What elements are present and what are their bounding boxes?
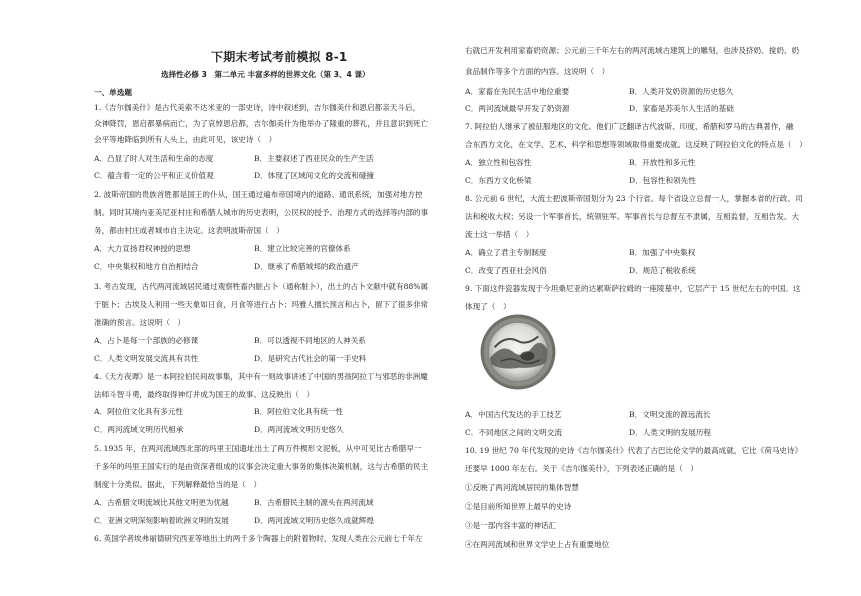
option-a: A．占卜是每一个部族的必修课 — [94, 336, 199, 345]
question-text: 2. 波斯帝国的贵族首胜都是国王的仆从，国王通过遍布帝国境内的道路、通讯系统，加强对地方控 — [94, 190, 423, 199]
option-b: B．古希腊民主制的源头在两河流域 — [254, 498, 374, 507]
question-text: 会平等地降临到所有人头上，由此可见，该史诗（ ） — [94, 135, 277, 144]
option-d: D．包容性和领先性 — [629, 176, 696, 185]
option-d: D．规范了税收系统 — [629, 266, 696, 275]
question-text: 4.《天方夜谭》是一本阿拉伯民间故事集，其中有一则故事讲述了中国的男孩阿拉丁与邪恶的非洲魔 — [94, 372, 428, 381]
question-text: 法师斗智斗勇，最终取得神灯并成为国王的故事。这反映出（ ） — [94, 390, 315, 399]
question-text: 6. 英国学者埃弗丽德研究西亚等地出土的两千多个陶器上的附着物时，发现人类在公元前七千年左 — [94, 534, 423, 543]
question-text: 制度十分类似。据此，下列解释最恰当的是（ ） — [94, 480, 262, 489]
page-title: 下期末考试考前模拟 8-1 — [211, 50, 348, 64]
question-text: 3. 考古发现，古代两河流域居民通过观察牲畜内脏占卜（通称脏卜），出土的占卜文献中就有88%属 — [94, 282, 429, 291]
question-text: 众神降罚，恩启都暴病而亡，为了哀悼恩启都，吉尔伽美什为他举办了隆重的葬礼，并且意识到死亡 — [94, 119, 429, 128]
option-a: A．凸显了时人对生活和生命的态度 — [94, 154, 214, 163]
option-c: C．亚洲文明深刻影响着欧洲文明的发展 — [94, 516, 229, 525]
option-b: B．加强了中央集权 — [629, 248, 696, 257]
question-text: 法和税收大权；另设一个军事首长，统领驻军。军事首长与总督互不隶属，互相监督，互相告发。大 — [465, 212, 800, 221]
question-text: 合东西方文化，在文学、艺术、科学和思想等领域取得重要成就。这反映了阿拉伯文化的特点是（ ） — [465, 140, 807, 149]
question-text: 8. 公元前 6 世纪，大流士把波斯帝国划分为 23 个行省。每个省设立总督一人，掌握本省的行政、司 — [465, 194, 803, 203]
question-text: 还要早 1000 年左右。关于《吉尔伽美什》，下列表述正确的是（ ） — [465, 464, 698, 473]
question-text: 1.《吉尔伽美什》是古代美索不达米亚的一部史诗，诗中叙述到，吉尔伽美什和恩启都亲天斗后， — [94, 103, 421, 112]
question-text: 9. 下面这件瓷器发现于今坦桑尼亚的达累斯萨拉姆的一座陵墓中，它层产于 15 世纪左右的中国。这 — [465, 284, 801, 293]
option-b: B．人类开发奶资源的历史悠久 — [629, 87, 734, 96]
option-b: B．建立比较完善的官僚体系 — [254, 244, 351, 253]
question-text: 于脏卜；古埃及人利用一些天象如日食，月食等进行占卜；玛雅人擅长预言和占卜，留下了很多非常 — [94, 300, 429, 309]
option-d: D．家畜是苏美尔人生活的基础 — [629, 104, 734, 113]
question-text: 右就已开发利用家畜奶资源；公元前三千年左右的两河流域古建筑上的雕刻，也涉及挤奶、搅奶、奶 — [465, 46, 800, 55]
option-c: C．人类文明发展交流具有共性 — [94, 354, 199, 363]
option-d: D．继承了希腊城邦的政治遗产 — [254, 262, 359, 271]
option-c: C．蕴含着一定的公平和正义价值观 — [94, 171, 214, 180]
option-d: D．体现了区域间文化的交流和碰撞 — [254, 171, 374, 180]
question-text: 准确的预言。这说明（ ） — [94, 318, 186, 327]
option-d: D．两河流域文明历史悠久 — [254, 425, 344, 434]
section-heading: 一、单选题 — [94, 88, 132, 97]
question-text: 务，都由村庄或者城市自主决定。这表明波斯帝国（ ） — [94, 226, 284, 235]
option-d: D．人类文明的发展历程 — [629, 428, 712, 437]
option-c: C．不同地区之间的文明交流 — [465, 428, 562, 437]
statement-3: ③是一部内容丰富的神话汇 — [465, 521, 557, 530]
option-a: A．大力宣扬君权神授的思想 — [94, 244, 191, 253]
porcelain-plate-image — [479, 313, 557, 391]
question-text: 流士这一举措（ ） — [465, 230, 534, 239]
option-b: B．开放性和多元性 — [629, 158, 696, 167]
statement-1: ①反映了两河流域居民的集体智慧 — [465, 483, 579, 492]
option-a: A．确立了君主专制制度 — [465, 248, 547, 257]
option-a: A．独立性和包容性 — [465, 158, 532, 167]
option-b: B．主要叙述了西亚民众的生产生活 — [254, 154, 374, 163]
question-text: 10. 19 世纪 70 年代发现的史诗《吉尔伽美什》代表了古巴比伦文学的最高成就，它比《荷马史诗》 — [465, 446, 803, 455]
option-b: B．阿拉伯文化具有统一性 — [254, 407, 344, 416]
question-text: 千多年的玛里王国实行的是由资深者组成的议事会决定重大事务的集体决策机制，这与古希腊的民主 — [94, 462, 429, 471]
page-subtitle: 选择性必修 3 第二单元 丰富多样的世界文化（第 3、4 课） — [161, 70, 370, 79]
option-b: B．文明交流的源远流长 — [629, 410, 711, 419]
question-text: 7. 阿拉伯人继承了被征服地区的文化。他们广泛翻译古代波斯、印度、希腊和罗马的古典著作，融 — [465, 122, 794, 131]
option-c: C．改变了西亚社会风俗 — [465, 266, 547, 275]
question-text: 制。同时其境内亚美尼亚村庄和希腊人城市的历史表明，公民权的授予、治理方式的选择等内部的事 — [94, 208, 429, 217]
option-d: D．是研究古代社会的第一手史料 — [254, 354, 367, 363]
option-c: C．两河流域最早开发了奶资源 — [465, 104, 570, 113]
option-a: A．古希腊文明流域比其他文明更为优越 — [94, 498, 229, 507]
option-b: B．可以透视不同地区的人神关系 — [254, 336, 366, 345]
option-a: A．阿拉伯文化具有多元性 — [94, 407, 184, 416]
option-c: C．两河流域文明历代相承 — [94, 425, 184, 434]
statement-4: ④在两河流域和世界文学史上占有重要地位 — [465, 540, 610, 549]
statement-2: ②是目前所知世界上最早的史诗 — [465, 502, 572, 511]
option-c: C．东西方文化桥梁 — [465, 176, 532, 185]
question-text: 5. 1935 年，在两河流域西北部的玛里王国遗址出土了两万件楔形文泥板，从中可见比古希腊早一 — [94, 444, 422, 453]
question-text: 食品制作等多个方面的内容。这说明（ ） — [465, 67, 610, 76]
question-text: 体现了（ ） — [465, 302, 511, 311]
option-d: D．两河流域文明历史悠久成就辉煌 — [254, 516, 374, 525]
option-c: C．中央集权和地方自治相结合 — [94, 262, 199, 271]
option-a: A．家畜在先民生活中地位重要 — [465, 87, 570, 96]
option-a: A．中国古代发达的手工技艺 — [465, 410, 562, 419]
